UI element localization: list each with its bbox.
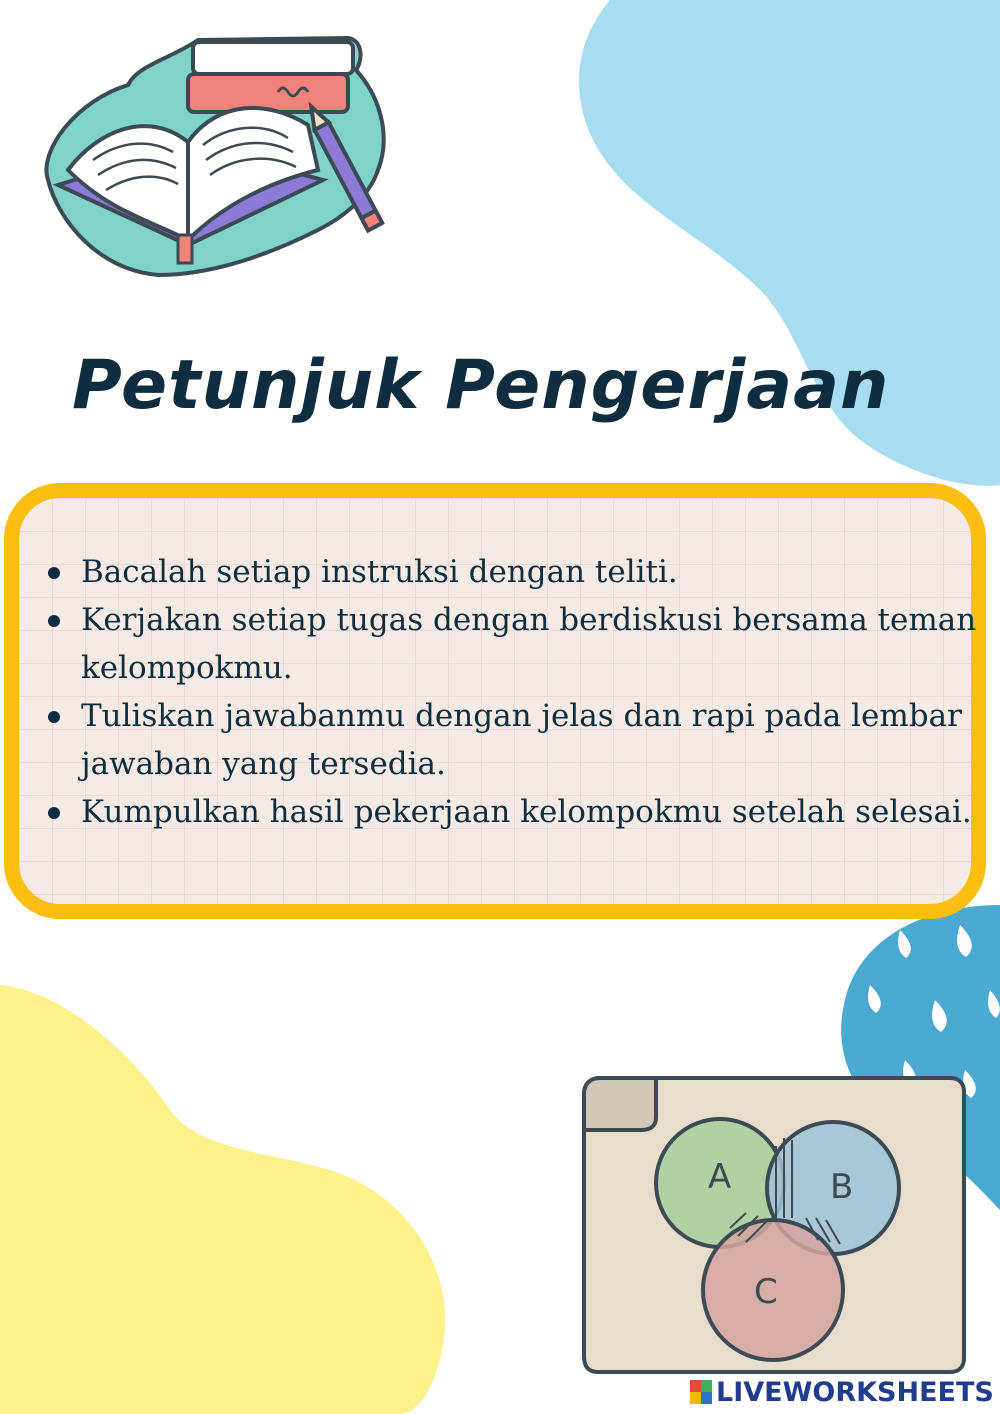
list-item: Bacalah setiap instruksi dengan teliti. — [81, 548, 1000, 596]
list-item: Tuliskan jawabanmu dengan jelas dan rapi pada lembar jawaban yang tersedia. — [81, 692, 1000, 788]
logo-text: LIVEWORKSHEETS — [716, 1376, 994, 1408]
venn-diagram-illustration — [578, 1068, 970, 1378]
logo-icon — [690, 1380, 712, 1404]
books-pencil-illustration — [38, 30, 398, 280]
instructions-card — [4, 483, 986, 919]
list-item: Kerjakan setiap tugas dengan berdiskusi bersama teman kelompokmu. — [81, 596, 1000, 692]
liveworksheets-logo — [690, 1377, 994, 1407]
page-title: Petunjuk Pengerjaan — [72, 346, 890, 425]
yellow-blob-bottom-left — [0, 985, 445, 1414]
list-item: Kumpulkan hasil pekerjaan kelompokmu setelah selesai. — [81, 788, 1000, 836]
venn-label-a: A — [708, 1157, 732, 1197]
venn-label-c: C — [754, 1272, 778, 1312]
venn-label-b: B — [830, 1167, 854, 1207]
instructions-list — [41, 548, 1000, 836]
